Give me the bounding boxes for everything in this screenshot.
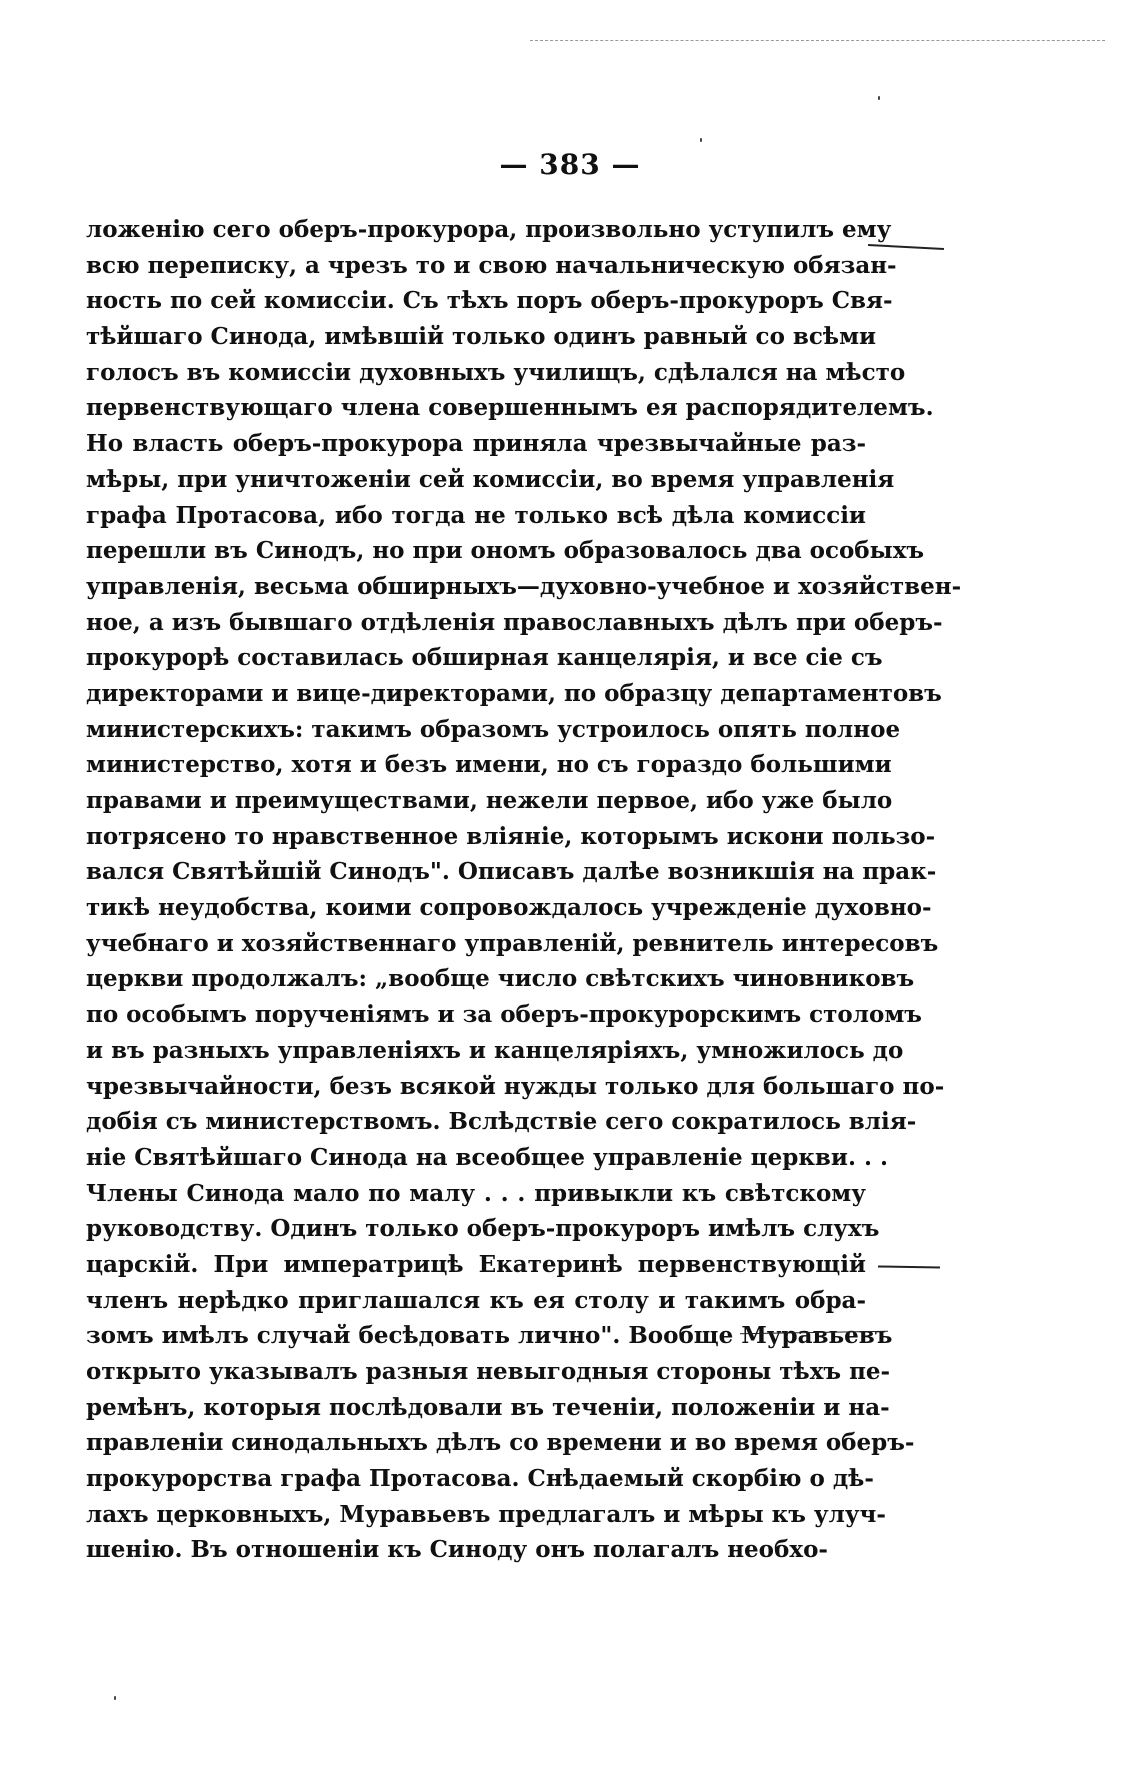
text-line: перешли въ Синодъ, но при ономъ образовалось два особыхъ bbox=[86, 537, 925, 565]
text-line: управленія, весьма обширныхъ—духовно-учебное и хозяйствен- bbox=[86, 572, 962, 600]
text-line: ремѣнъ, которыя послѣдовали въ теченіи, положеніи и на- bbox=[86, 1393, 890, 1421]
text-line: правленіи синодальныхъ дѣлъ со времени и во время оберъ- bbox=[86, 1429, 915, 1457]
text-line: по особымъ порученіямъ и за оберъ-прокурорскимъ столомъ bbox=[86, 1001, 922, 1029]
paper-speck bbox=[700, 138, 702, 142]
text-line: учебнаго и хозяйственнаго управленій, ревнитель интересовъ bbox=[86, 929, 939, 957]
text-line: ніе Святѣйшаго Синода на всеобщее управленіе церкви. . . bbox=[86, 1143, 889, 1171]
paper-speck bbox=[114, 1696, 116, 1700]
text-line: шенію. Въ отношеніи къ Синоду онъ полагалъ необхо- bbox=[86, 1536, 828, 1564]
text-line: открыто указывалъ разныя невыгодныя стороны тѣхъ пе- bbox=[86, 1358, 891, 1385]
page-number: — 383 — bbox=[499, 148, 641, 181]
body-text bbox=[86, 212, 962, 1568]
top-dashed-rule bbox=[530, 40, 1105, 41]
text-line: Члены Синода мало по малу . . . привыкли къ свѣтскому bbox=[86, 1179, 866, 1207]
text-line: министерство, хотя и безъ имени, но съ гораздо большими bbox=[86, 751, 892, 779]
paper-speck bbox=[878, 96, 880, 100]
text-line: потрясено то нравственное вліяніе, которымъ искони пользо- bbox=[86, 822, 936, 850]
text-line: мѣры, при уничтоженіи сей комиссіи, во время управленія bbox=[86, 465, 895, 493]
text-line: тикѣ неудобства, коими сопровождалось учрежденіе духовно- bbox=[86, 894, 932, 922]
text-line: голосъ въ комиссіи духовныхъ училищъ, сдѣлался на мѣсто bbox=[86, 358, 906, 386]
text-line: министерскихъ: такимъ образомъ устроилось опять полное bbox=[86, 715, 901, 743]
text-line: членъ нерѣдко приглашался къ ея столу и такимъ обра- bbox=[86, 1286, 866, 1314]
text-line: церкви продолжалъ: „вообще число свѣтскихъ чиновниковъ bbox=[86, 965, 915, 993]
text-line: руководству. Одинъ только оберъ-прокуроръ имѣлъ слухъ bbox=[86, 1215, 880, 1243]
text-line: прокурорства графа Протасова. Снѣдаемый скорбію о дѣ- bbox=[86, 1465, 874, 1493]
text-line: ложенію сего оберъ-прокурора, произвольно уступилъ ему bbox=[86, 216, 892, 243]
text-line: царскій. При императрицѣ Екатеринѣ первенствующій bbox=[86, 1250, 866, 1278]
text-line: тѣйшаго Синода, имѣвшій только одинъ равный со всѣми bbox=[86, 323, 877, 351]
margin-pencil-mark bbox=[878, 1265, 940, 1268]
text-line: зомъ имѣлъ случай бесѣдовать лично". Вообще Муравьевъ bbox=[86, 1322, 893, 1350]
text-line: всю переписку, а чрезъ то и свою начальническую обязан- bbox=[86, 251, 897, 279]
text-line: Но власть оберъ-прокурора приняла чрезвычайные раз- bbox=[86, 430, 866, 458]
text-line: и въ разныхъ управленіяхъ и канцеляріяхъ, умножилось до bbox=[86, 1036, 904, 1064]
text-line: лахъ церковныхъ, Муравьевъ предлагалъ и мѣры къ улуч- bbox=[86, 1500, 886, 1528]
text-line: ное, а изъ бывшаго отдѣленія православныхъ дѣлъ при оберъ- bbox=[86, 608, 943, 636]
text-line: директорами и вице-директорами, по образцу департаментовъ bbox=[86, 679, 942, 707]
text-line: вался Святѣйшій Синодъ". Описавъ далѣе возникшія на прак- bbox=[86, 858, 937, 886]
text-line: первенствующаго члена совершеннымъ ея распорядителемъ. bbox=[86, 394, 934, 422]
margin-pencil-mark bbox=[868, 244, 944, 250]
text-line: графа Протасова, ибо тогда не только всѣ дѣла комиссіи bbox=[86, 501, 866, 529]
text-line: прокурорѣ составилась обширная канцелярія, и все сіе съ bbox=[86, 644, 883, 672]
text-line: правами и преимуществами, нежели первое, ибо уже было bbox=[86, 787, 893, 814]
text-line: чрезвычайности, безъ всякой нужды только для большаго по- bbox=[86, 1072, 945, 1100]
text-line: добія съ министерствомъ. Вслѣдствіе сего сократилось влія- bbox=[86, 1108, 917, 1136]
text-line: ность по сей комиссіи. Съ тѣхъ поръ оберъ-прокуроръ Свя- bbox=[86, 287, 893, 315]
